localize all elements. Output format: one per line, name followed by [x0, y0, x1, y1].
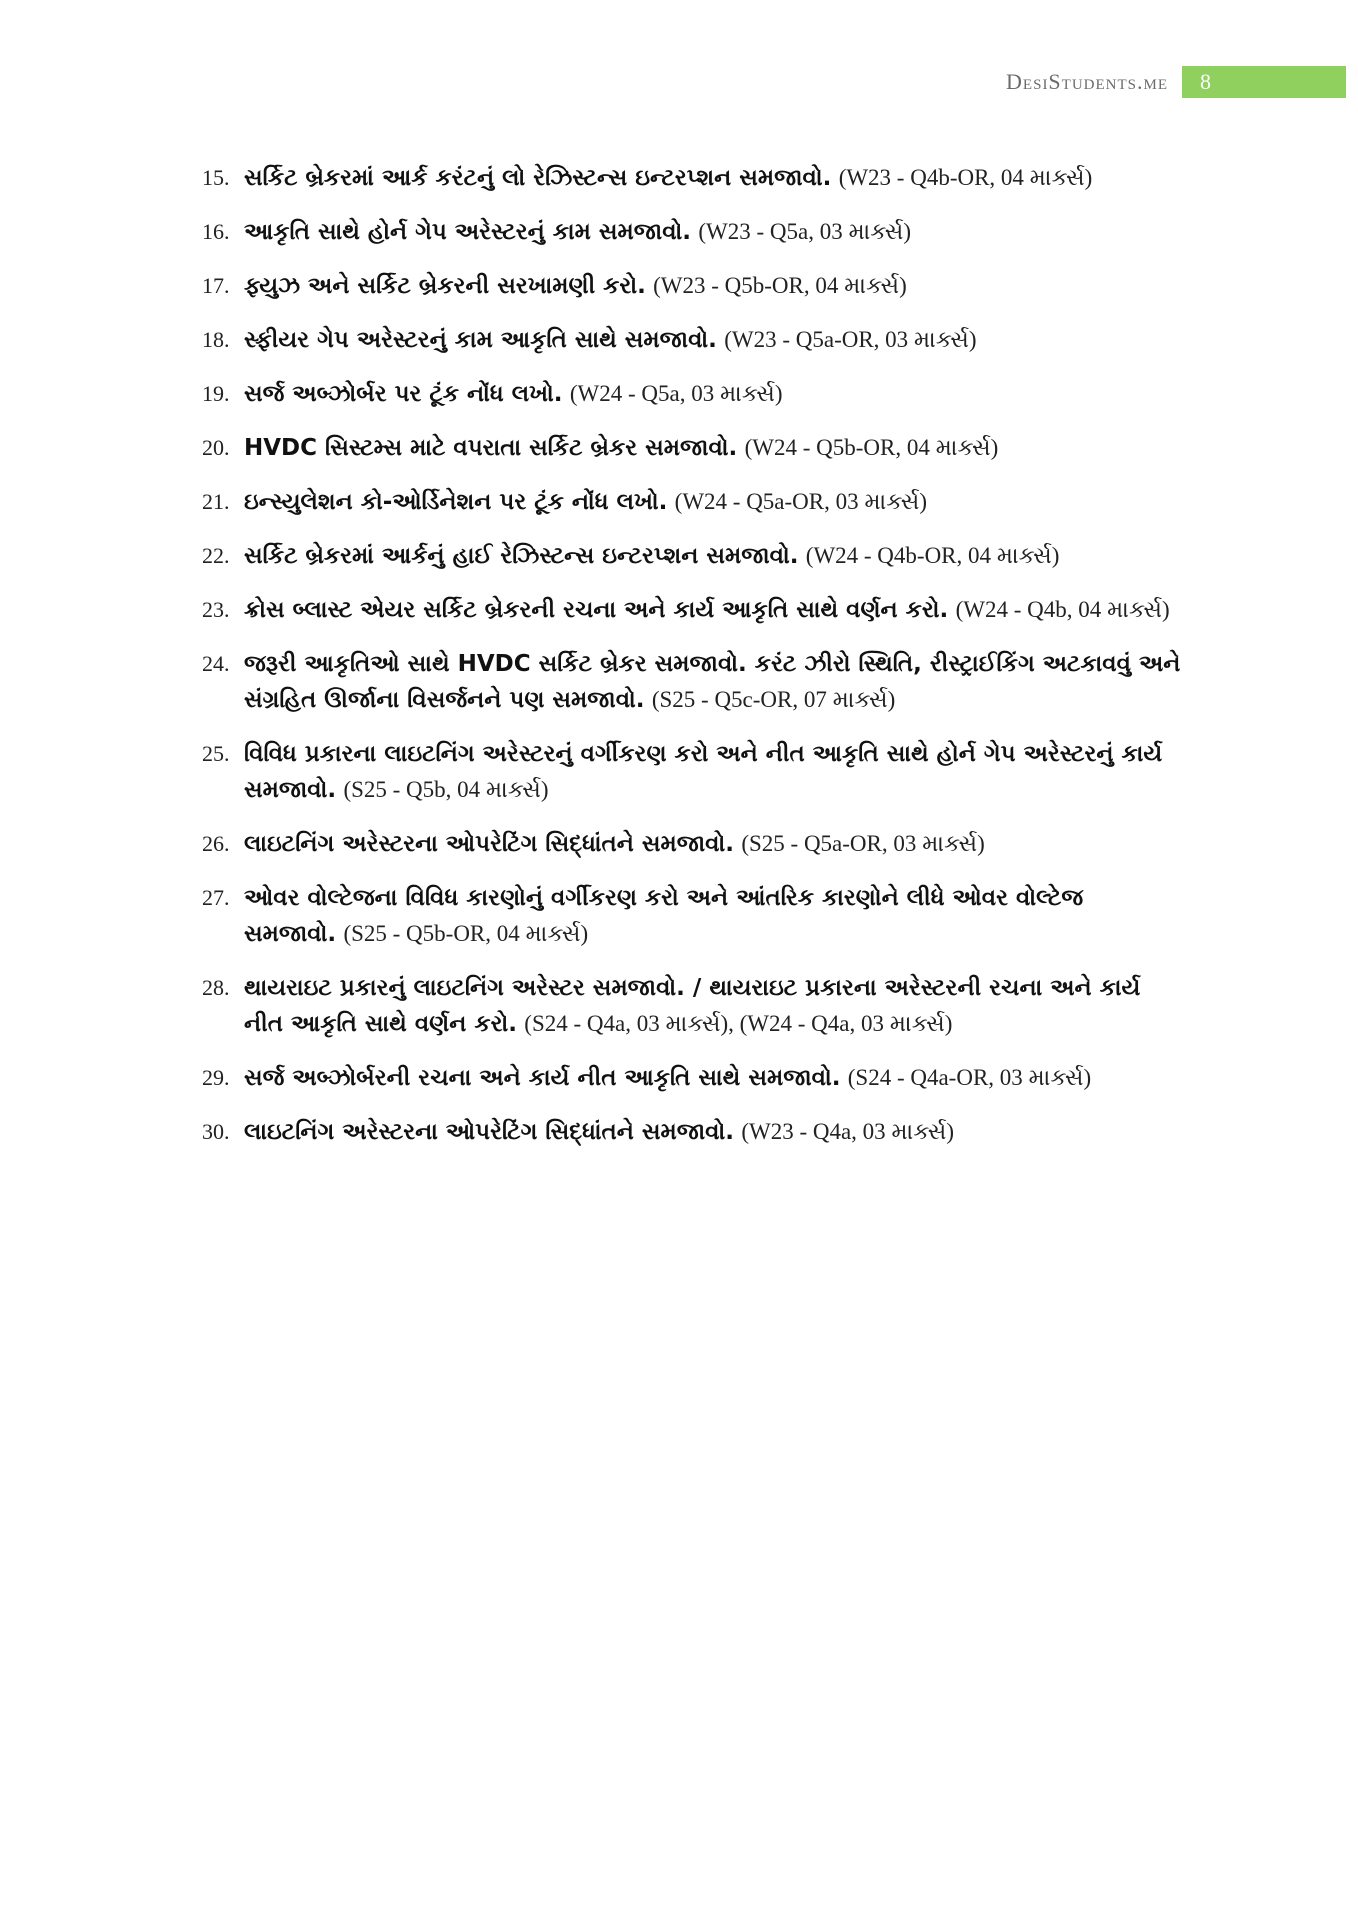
- question-text: સર્કિટ બ્રેકરમાં આર્ક કરંટનું લો રેઝિસ્ટન્સ ઇન્ટરપ્શન સમજાવો.: [244, 165, 832, 191]
- question-reference: (W24 - Q4b, 04 માર્ક્સ): [955, 597, 1170, 622]
- question-body: [244, 970, 1182, 1042]
- question-number: 21.: [202, 489, 230, 514]
- question-body: [244, 736, 1182, 808]
- question-item: [202, 736, 1182, 808]
- question-text: ઓવર વોલ્ટેજના વિવિધ કારણોનું વર્ગીકરણ કરો અને આંતરિક કારણોને લીધે ઓવર વોલ્ટેજ સમજાવો.: [244, 885, 1084, 947]
- question-reference: (W23 - Q5b-OR, 04 માર્ક્સ): [653, 273, 907, 298]
- question-number: 17.: [202, 273, 230, 298]
- question-text: ફ્યુઝ અને સર્કિટ બ્રેકરની સરખામણી કરો.: [244, 273, 646, 299]
- question-body: [244, 484, 1182, 520]
- question-text: વિવિધ પ્રકારના લાઇટનિંગ અરેસ્ટરનું વર્ગીકરણ કરો અને નીત આકૃતિ સાથે હોર્ન ગેપ અરેસ્ટરનું કાર્ય સમજાવો.: [244, 741, 1163, 803]
- question-reference: (W23 - Q5a, 03 માર્ક્સ): [698, 219, 912, 244]
- question-item: [202, 268, 1182, 304]
- question-text: સર્કિટ બ્રેકરમાં આર્કનું હાઈ રેઝિસ્ટન્સ ઇન્ટરપ્શન સમજાવો.: [244, 543, 799, 569]
- question-item: [202, 322, 1182, 358]
- question-item: [202, 826, 1182, 862]
- question-reference: (W24 - Q4b-OR, 04 માર્ક્સ): [805, 543, 1060, 568]
- question-number: 15.: [202, 165, 230, 190]
- question-item: [202, 484, 1182, 520]
- question-item: [202, 592, 1182, 628]
- question-text: થાયરાઇટ પ્રકારનું લાઇટનિંગ અરેસ્ટર સમજાવો. / થાયરાઇટ પ્રકારના અરેસ્ટરની રચના અને કાર્ય નીત આકૃતિ સાથે વર્ણન કરો.: [244, 975, 1141, 1037]
- question-reference: (W23 - Q4a, 03 માર્ક્સ): [741, 1119, 955, 1144]
- question-body: [244, 430, 1182, 466]
- question-reference: (S25 - Q5b, 04 માર્ક્સ): [343, 777, 549, 802]
- question-body: [244, 538, 1182, 574]
- site-name: DesiStudents.me: [1006, 69, 1168, 94]
- question-reference: (S24 - Q4a-OR, 03 માર્ક્સ): [847, 1065, 1092, 1090]
- question-item: [202, 160, 1182, 196]
- page-header: [1006, 66, 1346, 98]
- question-item: [202, 1114, 1182, 1150]
- question-reference: (S25 - Q5c-OR, 07 માર્ક્સ): [651, 687, 896, 712]
- question-item: [202, 538, 1182, 574]
- question-body: [244, 160, 1182, 196]
- question-reference: (W24 - Q5a, 03 માર્ક્સ): [569, 381, 783, 406]
- question-number: 27.: [202, 885, 230, 910]
- page-number: 8: [1182, 66, 1346, 98]
- question-item: [202, 880, 1182, 952]
- question-body: [244, 646, 1182, 718]
- question-body: [244, 214, 1182, 250]
- question-number: 25.: [202, 741, 230, 766]
- question-text: સર્જ અબ્ઝોર્બરની રચના અને કાર્ય નીત આકૃતિ સાથે સમજાવો.: [244, 1065, 841, 1091]
- question-body: [244, 322, 1182, 358]
- question-text: જરૂરી આકૃતિઓ સાથે HVDC સર્કિટ બ્રેકર સમજાવો. કરંટ ઝીરો સ્થિતિ, રીસ્ટ્રાઈકિંગ અટકાવવું અને સંગ્રહિત ઊર્જાના વિસર્જનને પણ સમજાવો.: [244, 651, 1181, 713]
- question-reference: (S25 - Q5b-OR, 04 માર્ક્સ): [343, 921, 589, 946]
- question-body: [244, 592, 1182, 628]
- question-body: [244, 376, 1182, 412]
- question-item: [202, 376, 1182, 412]
- question-reference: (S24 - Q4a, 03 માર્ક્સ), (W24 - Q4a, 03 માર્ક્સ): [524, 1011, 953, 1036]
- question-item: [202, 430, 1182, 466]
- question-text: HVDC સિસ્ટમ્સ માટે વપરાતા સર્કિટ બ્રેકર સમજાવો.: [244, 435, 738, 461]
- question-number: 18.: [202, 327, 230, 352]
- question-reference: (W24 - Q5b-OR, 04 માર્ક્સ): [744, 435, 999, 460]
- question-body: [244, 826, 1182, 862]
- question-number: 23.: [202, 597, 230, 622]
- question-reference: (W24 - Q5a-OR, 03 માર્ક્સ): [674, 489, 928, 514]
- question-text: આકૃતિ સાથે હોર્ન ગેપ અરેસ્ટરનું કામ સમજાવો.: [244, 219, 692, 245]
- question-text: સ્ફીયર ગેપ અરેસ્ટરનું કામ આકૃતિ સાથે સમજાવો.: [244, 327, 717, 353]
- question-number: 20.: [202, 435, 230, 460]
- question-reference: (W23 - Q5a-OR, 03 માર્ક્સ): [724, 327, 977, 352]
- question-number: 26.: [202, 831, 230, 856]
- question-number: 16.: [202, 219, 230, 244]
- question-text: ઇન્સ્યુલેશન કો-ઓર્ડિનેશન પર ટૂંક નોંધ લખો.: [244, 489, 668, 515]
- question-number: 19.: [202, 381, 230, 406]
- question-item: [202, 970, 1182, 1042]
- question-text: લાઇટનિંગ અરેસ્ટરના ઓપરેટિંગ સિદ્ધાંતને સમજાવો.: [244, 831, 735, 857]
- question-text: સર્જ અબ્ઝોર્બર પર ટૂંક નોંધ લખો.: [244, 381, 563, 407]
- question-number: 29.: [202, 1065, 230, 1090]
- question-reference: (S25 - Q5a-OR, 03 માર્ક્સ): [741, 831, 985, 856]
- question-body: [244, 268, 1182, 304]
- question-body: [244, 1060, 1182, 1096]
- question-item: [202, 214, 1182, 250]
- question-body: [244, 1114, 1182, 1150]
- question-item: [202, 1060, 1182, 1096]
- question-number: 28.: [202, 975, 230, 1000]
- question-text: લાઇટનિંગ અરેસ્ટરના ઓપરેટિંગ સિદ્ધાંતને સમજાવો.: [244, 1119, 735, 1145]
- question-number: 24.: [202, 651, 230, 676]
- question-number: 30.: [202, 1119, 230, 1144]
- question-list: [202, 160, 1182, 1168]
- question-text: ક્રોસ બ્લાસ્ટ એયર સર્કિટ બ્રેકરની રચના અને કાર્ય આકૃતિ સાથે વર્ણન કરો.: [244, 597, 949, 623]
- question-item: [202, 646, 1182, 718]
- question-number: 22.: [202, 543, 230, 568]
- question-body: [244, 880, 1182, 952]
- question-reference: (W23 - Q4b-OR, 04 માર્ક્સ): [838, 165, 1093, 190]
